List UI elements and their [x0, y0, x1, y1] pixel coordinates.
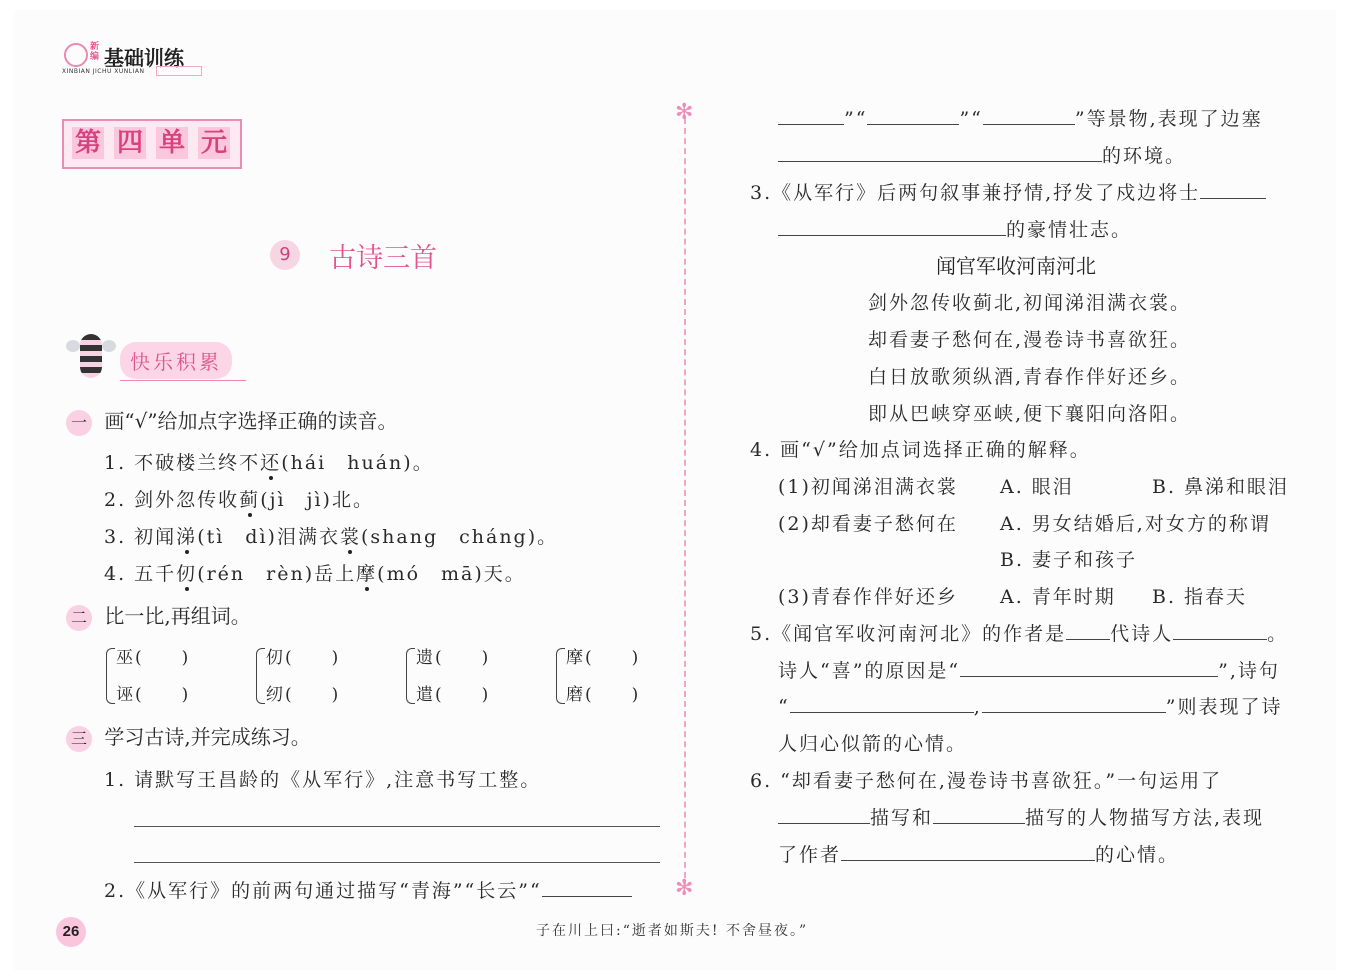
q1-item-3: 3. 初闻涕(tì dì)泪满衣裳(shang cháng)。	[104, 526, 559, 548]
brand-pinyin: XINBIAN JICHU XUNLIAN	[62, 68, 145, 75]
answer-line[interactable]	[134, 826, 660, 827]
unit-title-box	[62, 119, 242, 169]
lesson-heading	[270, 236, 437, 275]
question-6: 6. “却看妻子愁何在,漫卷诗书喜欲狂。”一句运用了	[750, 770, 1223, 792]
brand-logo	[60, 40, 210, 80]
poem-line: 剑外忽传收蓟北,初闻涕泪满衣裳。	[868, 292, 1192, 314]
poem-line: 却看妻子愁何在,漫卷诗书喜欲狂。	[868, 329, 1192, 351]
question-title: 比一比,再组词。	[104, 604, 251, 628]
dotted-char: 涕	[176, 526, 198, 548]
question-number: 二	[66, 605, 92, 631]
question-4: 4. 画“√”给加点词选择正确的解释。	[750, 439, 1091, 461]
answer-blank[interactable]	[933, 805, 1025, 824]
q2-continuation-line-1: ”“ ”“ ”等景物,表现了边塞	[778, 104, 1263, 131]
q4-item-3: (3)青春作伴好还乡	[778, 586, 958, 608]
question-title: 学习古诗,并完成练习。	[104, 725, 311, 749]
word-pair-3-b: 遣( )	[416, 685, 491, 705]
poem-line: 白日放歌须纵酒,青春作伴好还乡。	[868, 366, 1192, 388]
answer-blank[interactable]	[867, 106, 959, 125]
word-pair-1-a: 巫( )	[116, 648, 191, 668]
flower-logo-icon	[64, 43, 88, 67]
q1-item-2: 2. 剑外忽传收蓟(jì jì)北。	[104, 489, 374, 511]
q3-item-2: 2.《从军行》的前两句通过描写“青海”“长云”“	[104, 876, 632, 903]
unit-char: 元	[198, 127, 230, 159]
word-pair-4-a: 摩( )	[566, 648, 641, 668]
flower-icon: ✻	[675, 100, 694, 125]
question-6-line-3: 了作者 的心情。	[778, 844, 1180, 866]
answer-blank[interactable]	[1200, 180, 1266, 199]
unit-char: 四	[114, 127, 146, 159]
word-pair-4-b: 磨( )	[566, 685, 641, 705]
word-pair-1-b: 诬( )	[116, 685, 191, 705]
q4-item-2: (2)却看妻子愁何在	[778, 513, 958, 535]
question-3-right: 3.《从军行》后两句叙事兼抒情,抒发了戍边将士	[750, 178, 1266, 205]
question-5-line-3: “ , ”则表现了诗	[778, 696, 1283, 718]
section-badge	[66, 328, 246, 386]
q4-item-1: (1)初闻涕泪满衣裳	[778, 476, 958, 498]
word-pair-3-a: 遗( )	[416, 648, 491, 668]
dotted-char: 摩	[356, 563, 378, 585]
answer-blank[interactable]	[778, 805, 870, 824]
word-pair-2-a: 仞( )	[266, 648, 341, 668]
answer-blank[interactable]	[1173, 621, 1267, 640]
answer-blank[interactable]	[778, 217, 1006, 236]
q4-item-1-option-b[interactable]: B. 鼻涕和眼泪	[1152, 476, 1290, 498]
answer-blank[interactable]	[790, 694, 974, 713]
question-number: 三	[66, 726, 92, 752]
brand-title: 基础训练	[104, 46, 184, 70]
dotted-char: 蓟	[239, 489, 261, 511]
page-divider	[684, 118, 686, 888]
unit-char: 单	[156, 127, 188, 159]
q3-item-1: 1. 请默写王昌龄的《从军行》,注意书写工整。	[104, 769, 542, 791]
question-5-line-4: 人归心似箭的心情。	[778, 733, 968, 755]
q4-item-3-option-a[interactable]: A. 青年时期	[1000, 586, 1116, 608]
answer-blank[interactable]	[542, 878, 632, 897]
dotted-char: 仞	[176, 563, 198, 585]
answer-blank[interactable]	[778, 106, 844, 125]
word-pair-2-b: 纫( )	[266, 685, 341, 705]
question-title: 画“√”给加点字选择正确的读音。	[104, 409, 398, 433]
answer-blank[interactable]	[982, 694, 1166, 713]
dotted-char: 裳	[339, 526, 361, 548]
poem-title: 闻官军收河南河北	[936, 254, 1096, 278]
page-number: 26	[56, 917, 86, 947]
question-5-line-2: 诗人“喜”的原因是“ ”,诗句	[778, 660, 1280, 682]
section-badge-label: 快乐积累	[120, 342, 232, 379]
flower-icon: ✻	[675, 876, 694, 901]
question-5: 5.《闻官军收河南河北》的作者是 代诗人 。	[750, 623, 1289, 645]
q4-item-3-option-b[interactable]: B. 指春天	[1152, 586, 1248, 608]
question-6-line-2: 描写和 描写的人物描写方法,表现	[778, 803, 1264, 830]
question-3	[66, 721, 311, 752]
q4-item-1-option-a[interactable]: A. 眼泪	[1000, 476, 1074, 498]
question-1	[66, 405, 398, 436]
dotted-char: 还	[260, 452, 282, 474]
q2-continuation-line-2: 的环境。	[778, 141, 1186, 168]
answer-blank[interactable]	[1066, 621, 1110, 640]
question-3-right-line-2: 的豪情壮志。	[778, 215, 1132, 242]
q4-item-2-option-b[interactable]: B. 妻子和孩子	[1000, 549, 1138, 571]
footer-quote: 子在川上曰:“逝者如斯夫! 不舍昼夜。”	[536, 923, 809, 939]
unit-char: 第	[72, 127, 104, 159]
answer-blank[interactable]	[960, 658, 1218, 677]
bee-icon	[80, 334, 102, 378]
q4-item-2-option-a[interactable]: A. 男女结婚后,对女方的称谓	[1000, 513, 1271, 535]
lesson-title: 古诗三首	[329, 243, 438, 274]
question-2	[66, 600, 251, 631]
answer-blank[interactable]	[983, 106, 1075, 125]
q1-item-4: 4. 五千仞(rén rèn)岳上摩(mó mā)天。	[104, 563, 526, 585]
poem-line: 即从巴峡穿巫峡,便下襄阳向洛阳。	[868, 403, 1192, 425]
answer-blank[interactable]	[778, 143, 1102, 162]
q1-item-1: 1. 不破楼兰终不还(hái huán)。	[104, 452, 434, 474]
answer-line[interactable]	[134, 862, 660, 863]
brand-prefix: 新编	[90, 42, 100, 62]
question-number: 一	[66, 410, 92, 436]
lesson-number: 9	[270, 240, 300, 270]
answer-blank[interactable]	[841, 842, 1095, 861]
